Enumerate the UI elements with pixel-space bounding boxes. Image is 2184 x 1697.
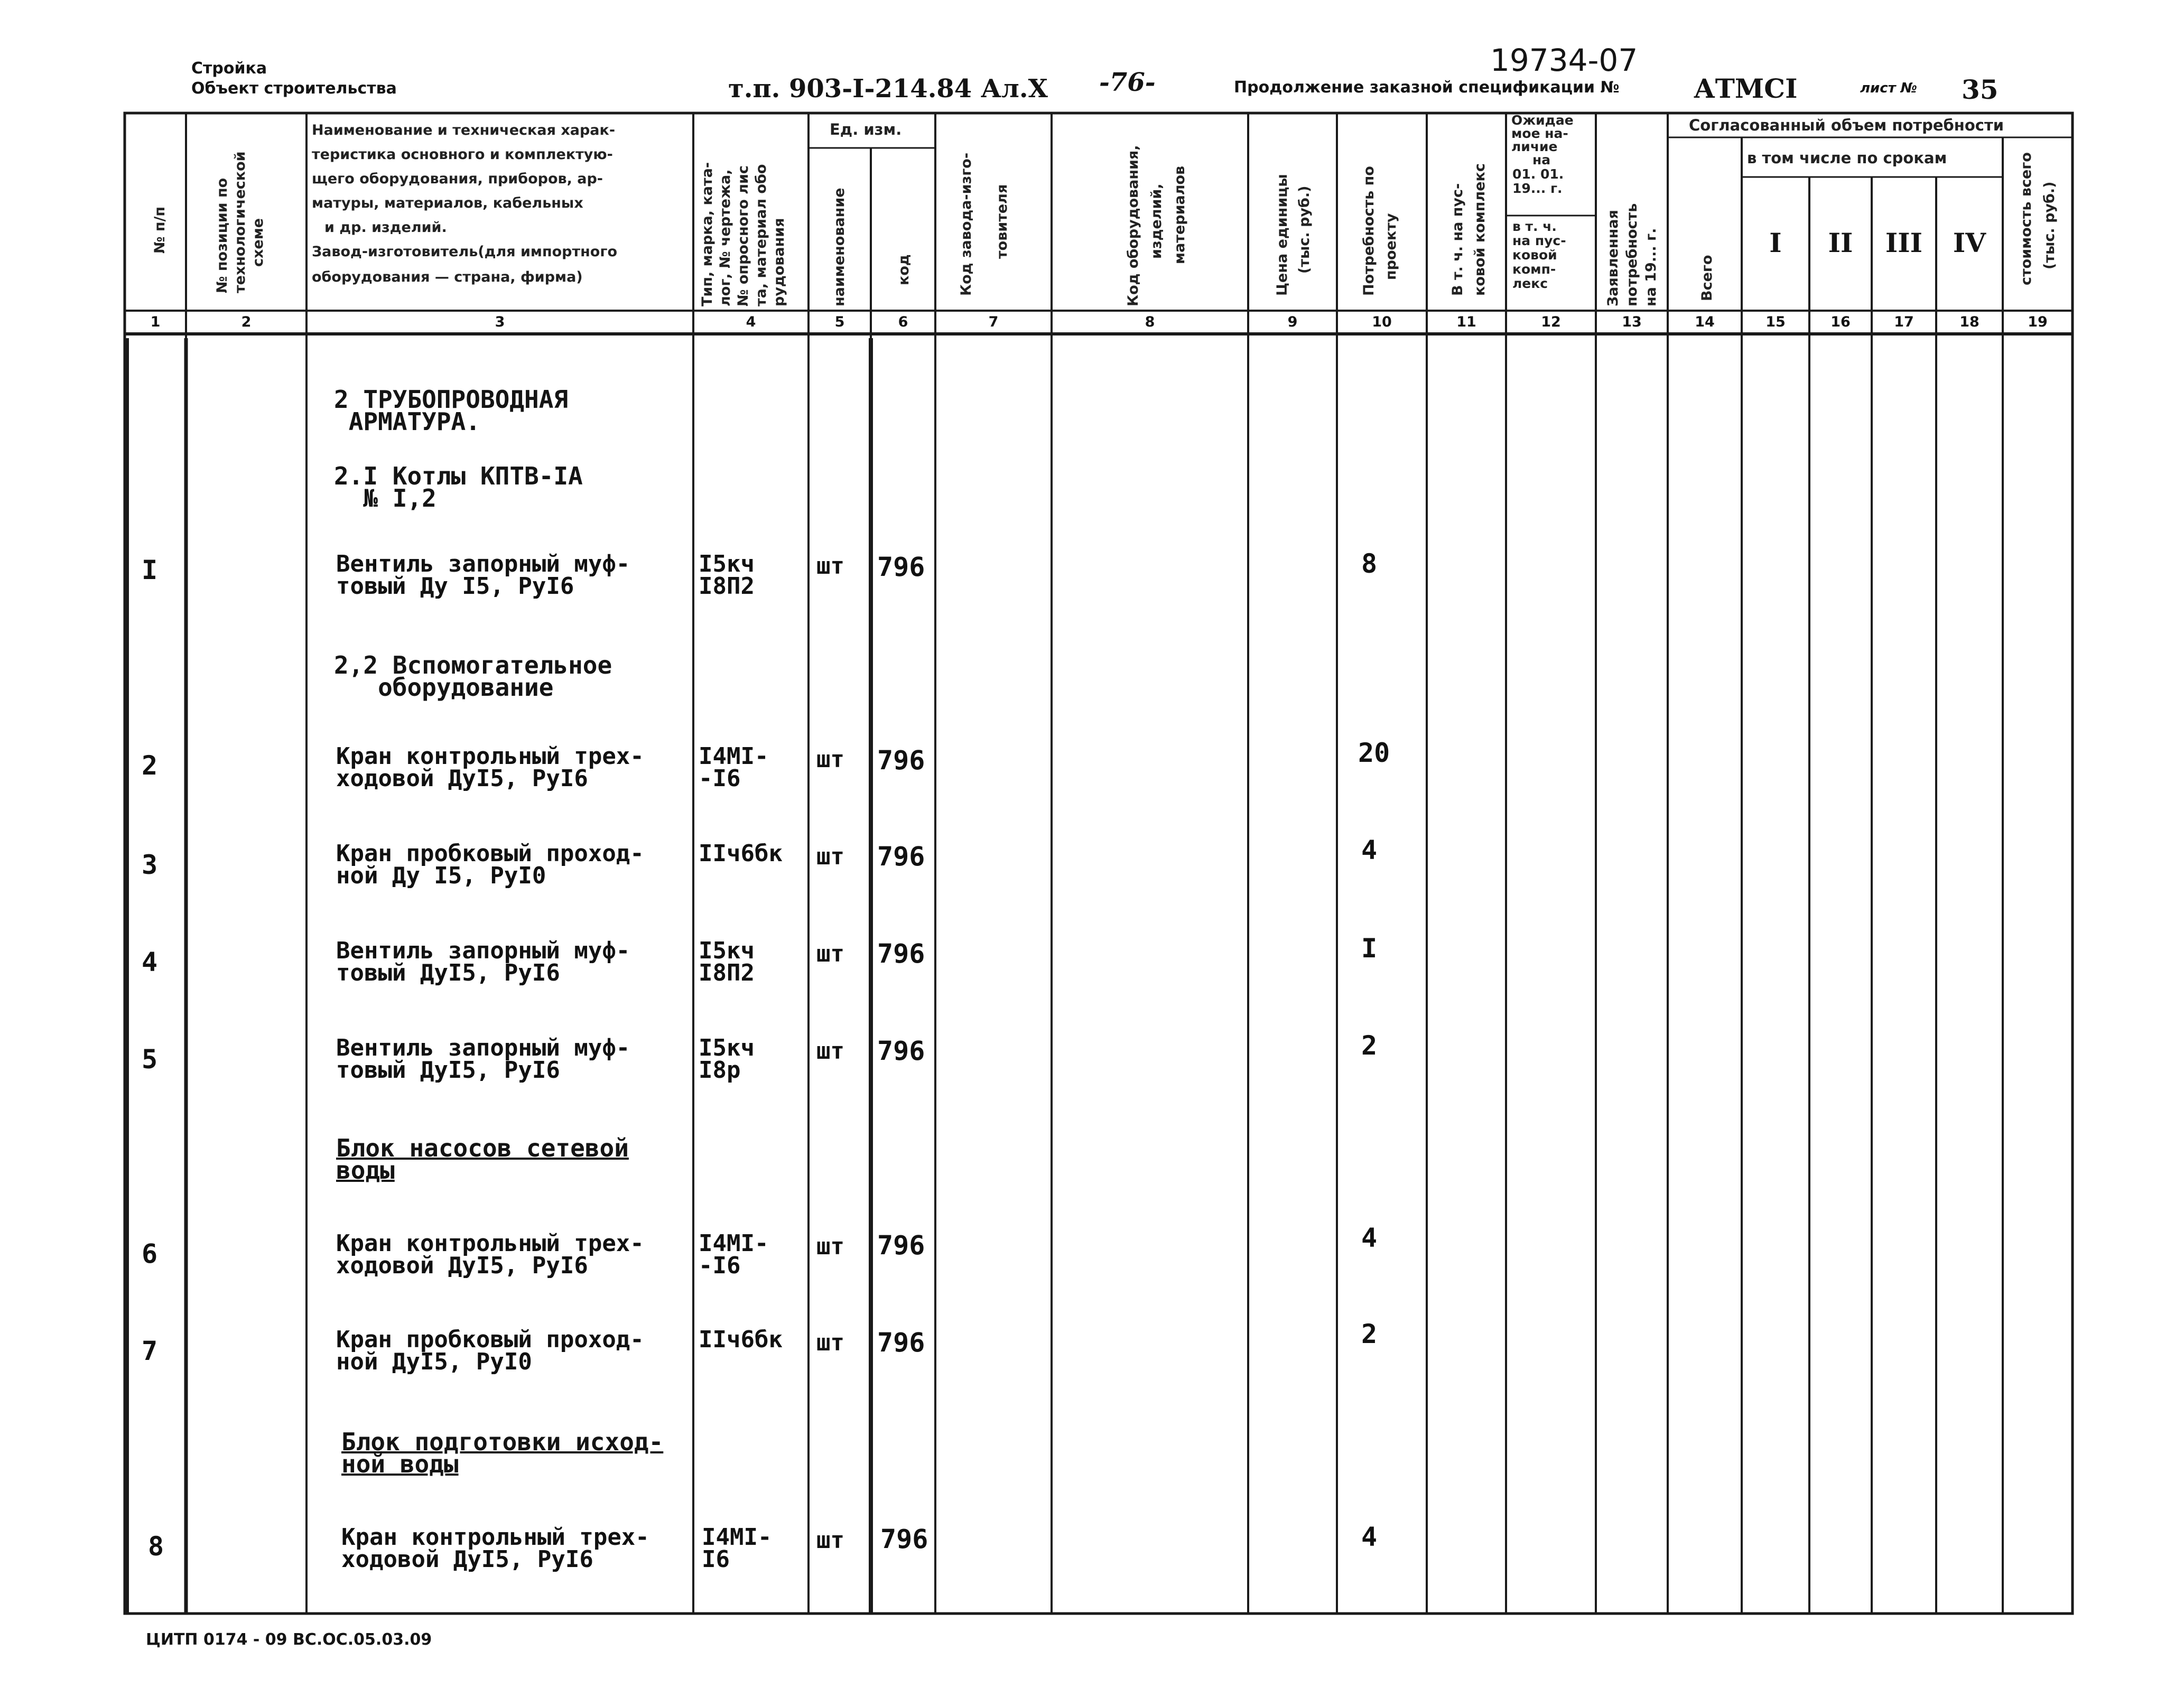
terms-group-header: в том числе по срокам: [1747, 149, 1947, 167]
project-code: т.п. 903-I-214.84 Ал.X: [728, 74, 1048, 104]
stroika-label: Стройка: [191, 59, 267, 78]
col-6-header: код: [896, 254, 912, 285]
document-number: 19734-07: [1490, 42, 1638, 78]
unit-group-header: Ед. изм.: [830, 120, 902, 138]
object-label: Объект строительства: [191, 79, 397, 98]
col-2-header-line1: № позиции по: [214, 178, 230, 293]
col-1-header: № п/п: [152, 206, 168, 254]
col-5-header: наименование: [831, 188, 848, 306]
sheet-label: лист №: [1860, 80, 1918, 96]
q4-header: IV: [1953, 227, 1986, 258]
page-number: -76-: [1099, 68, 1156, 97]
footer-code: ЦИТП 0174 - 09 ВС.ОС.05.03.09: [146, 1630, 432, 1649]
col-2-header-line2: технологической: [232, 151, 248, 293]
col-14-header: Всего: [1699, 255, 1715, 301]
sheet-number: 35: [1962, 74, 1999, 105]
section-heading: 2,2 Вспомогательное оборудование: [334, 651, 612, 702]
section-heading: 2 ТРУБОПРОВОДНАЯ АРМАТУРА.: [334, 385, 569, 436]
section-heading: 2.I Котлы КПТВ-IА № I,2: [334, 462, 583, 512]
section-heading: Блок насосов сетевой воды: [336, 1134, 629, 1185]
continuation-label: Продолжение заказной спецификации №: [1234, 78, 1620, 97]
spec-code: АТМСI: [1694, 73, 1798, 104]
q1-header: I: [1769, 227, 1782, 258]
agreed-group-header: Согласованный объем потребности: [1689, 116, 2004, 134]
col-2-header-line3: схеме: [250, 218, 266, 267]
q3-header: III: [1885, 227, 1923, 258]
section-heading: Блок подготовки исход- ной воды: [341, 1428, 664, 1478]
q2-header: II: [1828, 227, 1853, 258]
